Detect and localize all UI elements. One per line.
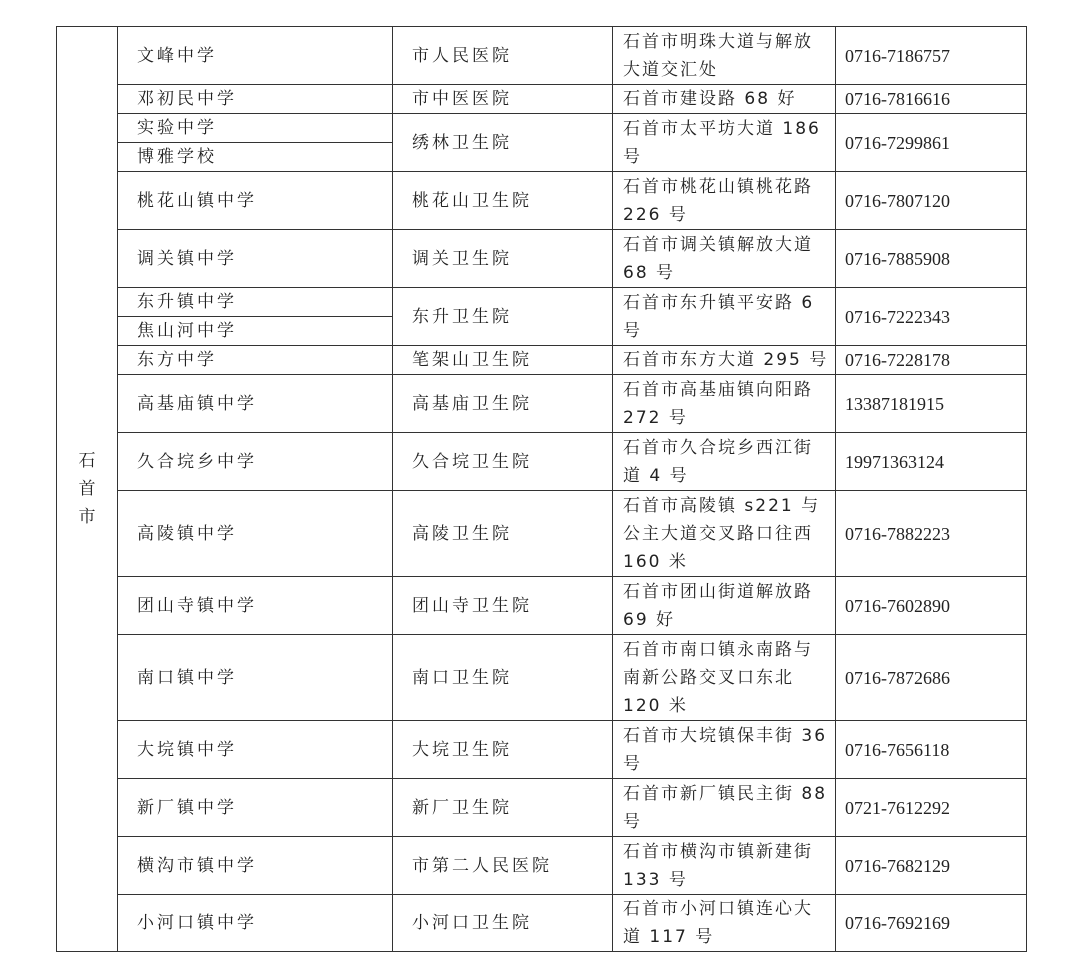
hospital-phone: 19971363124: [836, 433, 1027, 491]
hospital-phone: 13387181915: [836, 375, 1027, 433]
hospital-address: 石首市南口镇永南路与南新公路交叉口东北 120 米: [613, 635, 836, 721]
school-name: 久合垸乡中学: [118, 433, 393, 491]
city-name: 石首市: [78, 451, 96, 527]
school-name: 实验中学: [118, 114, 393, 143]
hospital-name: 团山寺卫生院: [393, 577, 613, 635]
school-name: 小河口镇中学: [118, 895, 393, 952]
hospital-address: 石首市太平坊大道 186 号: [613, 114, 836, 172]
hospital-address: 石首市小河口镇连心大道 117 号: [613, 895, 836, 952]
hospital-phone: 0716-7816616: [836, 85, 1027, 114]
table-body: [57, 27, 1027, 952]
hospital-name: 高基庙卫生院: [393, 375, 613, 433]
table-row: [57, 114, 1027, 143]
school-name: 东升镇中学: [118, 288, 393, 317]
school-hospital-table: [56, 26, 1027, 952]
hospital-address: 石首市调关镇解放大道 68 号: [613, 230, 836, 288]
hospital-address: 石首市高基庙镇向阳路 272 号: [613, 375, 836, 433]
table-row: [57, 779, 1027, 837]
hospital-name: 小河口卫生院: [393, 895, 613, 952]
school-name: 南口镇中学: [118, 635, 393, 721]
hospital-phone: 0716-7222343: [836, 288, 1027, 346]
table-row: [57, 837, 1027, 895]
hospital-name: 久合垸卫生院: [393, 433, 613, 491]
table-row: [57, 491, 1027, 577]
school-name: 桃花山镇中学: [118, 172, 393, 230]
table-row: [57, 721, 1027, 779]
table-row: [57, 433, 1027, 491]
school-name: 高基庙镇中学: [118, 375, 393, 433]
table-row: [57, 895, 1027, 952]
hospital-phone: 0716-7682129: [836, 837, 1027, 895]
school-name: 团山寺镇中学: [118, 577, 393, 635]
hospital-address: 石首市横沟市镇新建街 133 号: [613, 837, 836, 895]
table-row: [57, 577, 1027, 635]
hospital-phone: 0716-7872686: [836, 635, 1027, 721]
hospital-address: 石首市高陵镇 s221 与公主大道交叉路口往西 160 米: [613, 491, 836, 577]
hospital-phone: 0716-7885908: [836, 230, 1027, 288]
school-name: 文峰中学: [118, 27, 393, 85]
school-name: 邓初民中学: [118, 85, 393, 114]
table-row: [57, 85, 1027, 114]
hospital-phone: 0716-7807120: [836, 172, 1027, 230]
table-row: [57, 27, 1027, 85]
hospital-address: 石首市大垸镇保丰街 36 号: [613, 721, 836, 779]
table-row: [57, 288, 1027, 317]
hospital-name: 东升卫生院: [393, 288, 613, 346]
hospital-name: 调关卫生院: [393, 230, 613, 288]
hospital-address: 石首市明珠大道与解放大道交汇处: [613, 27, 836, 85]
hospital-phone: 0721-7612292: [836, 779, 1027, 837]
hospital-phone: 0716-7882223: [836, 491, 1027, 577]
school-name: 横沟市镇中学: [118, 837, 393, 895]
hospital-phone: 0716-7602890: [836, 577, 1027, 635]
school-name: 新厂镇中学: [118, 779, 393, 837]
school-name: 博雅学校: [118, 143, 393, 172]
hospital-address: 石首市久合垸乡西江街道 4 号: [613, 433, 836, 491]
hospital-address: 石首市新厂镇民主街 88 号: [613, 779, 836, 837]
hospital-address: 石首市建设路 68 好: [613, 85, 836, 114]
hospital-phone: 0716-7692169: [836, 895, 1027, 952]
hospital-phone: 0716-7656118: [836, 721, 1027, 779]
hospital-address: 石首市团山街道解放路 69 好: [613, 577, 836, 635]
school-name: 高陵镇中学: [118, 491, 393, 577]
hospital-name: 新厂卫生院: [393, 779, 613, 837]
hospital-address: 石首市桃花山镇桃花路 226 号: [613, 172, 836, 230]
hospital-name: 市第二人民医院: [393, 837, 613, 895]
city-cell: [57, 27, 118, 952]
school-name: 大垸镇中学: [118, 721, 393, 779]
hospital-address: 石首市东方大道 295 号: [613, 346, 836, 375]
school-name: 调关镇中学: [118, 230, 393, 288]
hospital-address: 石首市东升镇平安路 6 号: [613, 288, 836, 346]
school-name: 焦山河中学: [118, 317, 393, 346]
table-row: [57, 635, 1027, 721]
table-row: [57, 375, 1027, 433]
hospital-name: 市人民医院: [393, 27, 613, 85]
school-name: 东方中学: [118, 346, 393, 375]
table-row: [57, 172, 1027, 230]
hospital-name: 大垸卫生院: [393, 721, 613, 779]
hospital-name: 高陵卫生院: [393, 491, 613, 577]
hospital-phone: 0716-7228178: [836, 346, 1027, 375]
hospital-phone: 0716-7186757: [836, 27, 1027, 85]
hospital-name: 南口卫生院: [393, 635, 613, 721]
table-row: [57, 230, 1027, 288]
table-row: [57, 346, 1027, 375]
hospital-phone: 0716-7299861: [836, 114, 1027, 172]
hospital-name: 绣林卫生院: [393, 114, 613, 172]
hospital-name: 笔架山卫生院: [393, 346, 613, 375]
hospital-name: 市中医医院: [393, 85, 613, 114]
hospital-name: 桃花山卫生院: [393, 172, 613, 230]
